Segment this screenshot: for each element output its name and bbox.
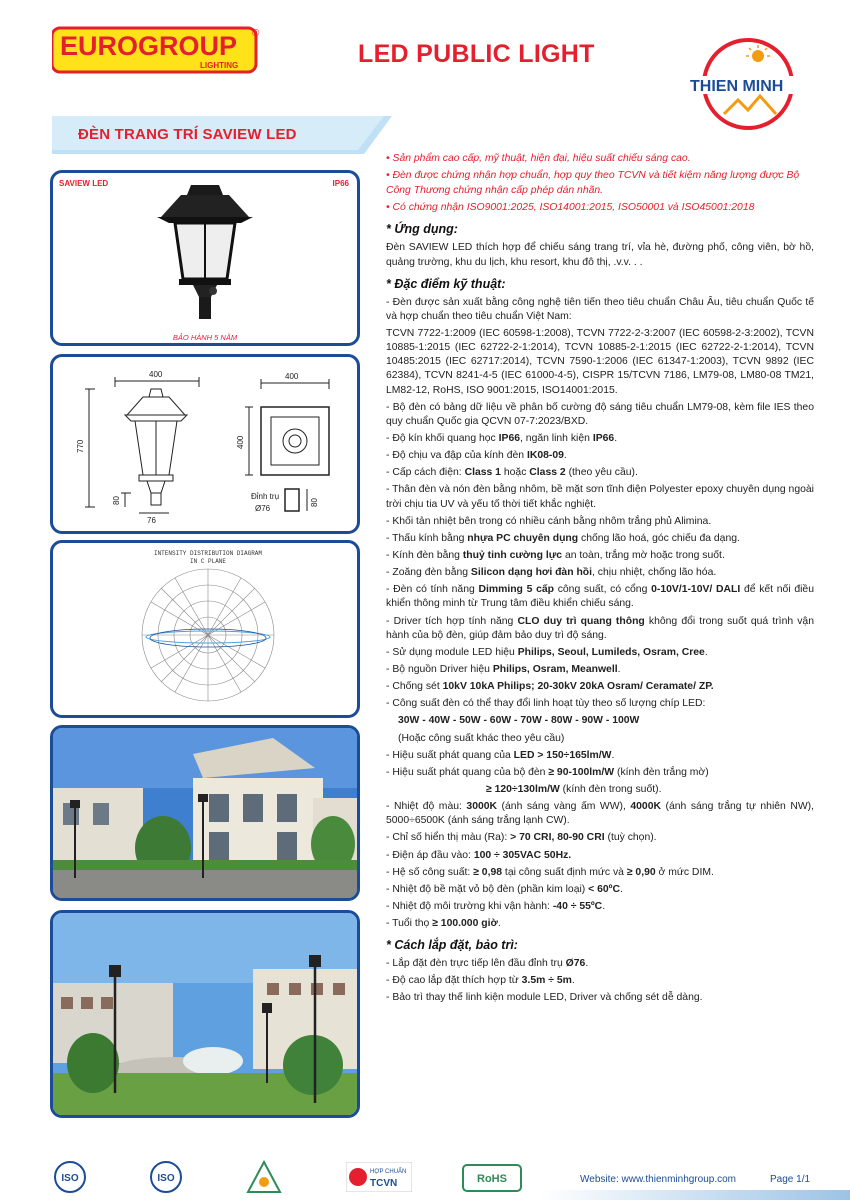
spec-lifetime: - Tuổi thọ ≥ 100.000 giờ.: [386, 918, 501, 930]
iso-cert-icon-2: [148, 1160, 184, 1194]
dim-width: 400: [149, 370, 163, 379]
spec-power-intro: - Công suất đèn có thể thay đổi linh hoạt tùy theo số lượng chíp LED:: [386, 698, 706, 710]
dim-base-height: 80: [112, 496, 121, 505]
svg-text:TCVN: TCVN: [370, 1178, 398, 1189]
installation-photo-2: [50, 910, 360, 1118]
product-label: SAVIEW LED: [59, 179, 109, 188]
pole-label: Đỉnh trụ: [251, 492, 280, 501]
install-height: - Độ cao lắp đặt thích hợp từ 3.5m ÷ 5m.: [386, 975, 575, 987]
spec-surface-temp: - Nhiệt độ bề mặt vỏ bộ đèn (phần kim loại) < 60ºC.: [386, 883, 623, 895]
villa-street-photo: [53, 728, 360, 901]
rohs-cert-icon: [462, 1164, 522, 1192]
warranty-note: BẢO HÀNH 5 NĂM: [172, 333, 238, 342]
park-photo: [53, 913, 360, 1118]
spec-heatsink: - Khối tản nhiệt bên trong có nhiều cánh bằng nhôm trắng phủ Alimina.: [386, 515, 712, 527]
brand-sub: LIGHTING: [200, 61, 239, 70]
spec-lens: - Thấu kính bằng nhựa PC chuyên dụng chống lão hoá, góc chiếu đa dạng.: [386, 532, 740, 544]
dim-top-height: 400: [236, 435, 245, 449]
spec-dimming: - Đèn có tính năng Dimming 5 cấp công suất, có cổng 0-10V/1-10V/ DALI để kết nối điều khiển thông minh từ Trung tâm điều khiển chiếu sáng.: [386, 584, 814, 610]
highlight-2: • Đèn được chứng nhận hợp chuẩn, hợp quy theo TCVN và tiết kiệm năng lượng được Bộ Công Thương chứng nhận cấp phép dán nhãn.: [386, 170, 800, 196]
tcvn-cert-icon: [346, 1162, 412, 1192]
spec-ik: - Độ chịu va đập của kính đèn IK08-09.: [386, 450, 567, 462]
spec-cri: - Chỉ số hiển thị màu (Ra): > 70 CRI, 80-90 CRI (tuỳ chọn).: [386, 832, 657, 844]
svg-text:HỢP CHUẨN: HỢP CHUẨN: [370, 1169, 407, 1175]
intensity-diagram-panel: [50, 540, 360, 718]
pole-height: 80: [310, 498, 319, 507]
application-text: Đèn SAVIEW LED thích hợp để chiếu sáng trang trí, vỉa hè, đường phố, công viên, bờ hồ, quảng trường, khu du lịch, khu resort, khu đô thị, .v.v. . .: [386, 242, 814, 268]
spec-ip: - Độ kín khối quang học IP66, ngăn linh kiện IP66.: [386, 432, 618, 444]
spec-eff-lamp: - Hiệu suất phát quang của bộ đèn ≥ 90-100lm/W (kính đèn trắng mờ): [386, 766, 709, 778]
brand-name: EUROGROUP: [60, 31, 238, 61]
spec-gasket: - Zoăng đèn bằng Silicon dạng hơi đàn hồi, chịu nhiệt, chống lão hóa.: [386, 567, 717, 579]
product-image-panel: [50, 170, 360, 346]
partner-name: THIEN MINH: [690, 78, 784, 95]
spec-glass: - Kính đèn bằng thuỷ tinh cường lực an toàn, trắng mờ hoặc trong suốt.: [386, 549, 725, 561]
spec-voltage: - Điện áp đầu vào: 100 ÷ 305VAC 50Hz.: [386, 849, 572, 861]
install-mount: - Lắp đặt đèn trực tiếp lên đầu đỉnh trụ Ø76.: [386, 958, 589, 970]
intensity-diagram: [53, 543, 360, 718]
section-title: ĐÈN TRANG TRÍ SAVIEW LED: [78, 126, 297, 143]
spec-standards: TCVN 7722-1:2009 (IEC 60598-1:2008), TCVN 7722-2-3:2007 (IEC 60598-2-3:2002), TCVN 10885-1:2015 (IEC 62722-2-1:2014), TCVN 10885-2-1:2015 (IEC 62722-2-1:2014), TCVN 10485:2015 (IEC 62717:2014), TCVN 7590-1:2006 (IEC 61347-1:2003), TCVN 9892 (IEC 62384), TCVN 8241-4-5 (IEC 61000-4-5), CISPR 15/TCVN 7186, LM79-08, LM80-08 TM21, LM82-12, RoHS, ISO 9001:2015, ISO14001:2015.: [386, 328, 814, 396]
dimension-drawing: [53, 357, 360, 534]
brand-reg: ®: [252, 28, 260, 39]
footer-bar: [540, 1190, 850, 1200]
page-title: LED PUBLIC LIGHT: [358, 40, 595, 68]
spec-ambient-temp: - Nhiệt độ môi trường khi vận hành: -40 ÷ 55ºC.: [386, 900, 606, 912]
dim-base-width: 76: [147, 516, 156, 525]
spec-column: [386, 152, 814, 1009]
diagram-subtitle: IN C PLANE: [189, 558, 227, 565]
spec-source: - Bộ nguồn Driver hiệu Philips, Osram, Meanwell.: [386, 663, 621, 675]
spec-intro: - Đèn được sản xuất bằng công nghệ tiên tiến theo tiêu chuẩn Châu Âu, tiêu chuẩn Quốc tế và hợp chuẩn theo tiêu chuẩn Việt Nam:: [386, 296, 814, 322]
spec-power-list: 30W - 40W - 50W - 60W - 70W - 80W - 90W - 100W: [398, 715, 640, 727]
install-heading: * Cách lắp đặt, bảo trì:: [386, 938, 518, 953]
svg-text:RoHS: RoHS: [477, 1173, 507, 1185]
application-heading: * Ứng dụng:: [386, 222, 458, 237]
pole-diameter: Ø76: [255, 504, 271, 513]
dimension-drawing-panel: [50, 354, 360, 534]
highlight-3: • Có chứng nhận ISO9001:2025, ISO14001:2015, ISO50001 và ISO45001:2018: [386, 202, 755, 214]
specs-heading: * Đặc điểm kỹ thuật:: [386, 276, 506, 291]
spec-module: - Sử dụng module LED hiệu Philips, Seoul, Lumileds, Osram, Cree.: [386, 646, 708, 658]
spec-cct: - Nhiệt độ màu: 3000K (ánh sáng vàng ấm WW), 4000K (ánh sáng trắng tự nhiên NW), 5000÷6500K (ánh sáng trắng lạnh CW).: [386, 801, 815, 827]
diagram-title: INTENSITY DISTRIBUTION DIAGRAM: [153, 550, 263, 557]
spec-class: - Cấp cách điện: Class 1 hoặc Class 2 (theo yêu cầu).: [386, 467, 638, 479]
highlight-1: • Sản phẩm cao cấp, mỹ thuật, hiện đại, hiệu suất chiếu sáng cao.: [386, 153, 691, 164]
spec-power-note: (Hoặc công suất khác theo yêu cầu): [398, 732, 565, 744]
dim-top-width: 400: [285, 372, 299, 381]
spec-ies: - Bộ đèn có bảng dữ liệu về phân bố cường độ sáng tiêu chuẩn LM79-08, kèm file IES theo quy chuẩn Quốc gia QCVN 07-7:2023/BXD.: [386, 401, 814, 427]
spec-eff-lamp-2: ≥ 120÷130lm/W (kính đèn trong suốt).: [486, 783, 662, 795]
ip-rating: IP66: [332, 179, 349, 188]
iso-cert-icon: [52, 1160, 88, 1194]
footer-page-number: Page 1/1: [770, 1174, 811, 1185]
spec-body: - Thân đèn và nón đèn bằng nhôm, bề mặt sơn tĩnh điện Polyester epoxy chuyên dụng ngoài trời chịu tia UV và yếu tố thời tiết khắc nghiệt.: [386, 484, 814, 510]
spec-pf: - Hệ số công suất: ≥ 0,98 tại công suất định mức và ≥ 0,90 ở mức DIM.: [386, 866, 714, 878]
energy-label-icon: [246, 1160, 282, 1194]
dim-height: 770: [76, 439, 85, 453]
spec-surge: - Chống sét 10kV 10kA Philips; 20-30kV 20kA Osram/ Ceramate/ ZP.: [386, 681, 714, 693]
installation-photo-1: [50, 725, 360, 901]
thienminh-logo: [686, 36, 816, 136]
spec-driver: - Driver tích hợp tính năng CLO duy trì quang thông không đổi trong suốt quá trình vận hành của bộ đèn, giúp đảm bảo duy trì độ sáng.: [386, 615, 814, 641]
install-maintenance: - Bảo trì thay thế linh kiện module LED, Driver và chống sét dễ dàng.: [386, 992, 703, 1004]
eurogroup-logo: [52, 26, 262, 74]
footer-website[interactable]: Website: www.thienminhgroup.com: [580, 1174, 736, 1185]
spec-eff-led: - Hiệu suất phát quang của LED > 150÷165lm/W.: [386, 749, 615, 761]
svg-text:ISO: ISO: [61, 1173, 79, 1184]
svg-text:ISO: ISO: [157, 1173, 175, 1184]
lamp-photo: [53, 173, 360, 346]
